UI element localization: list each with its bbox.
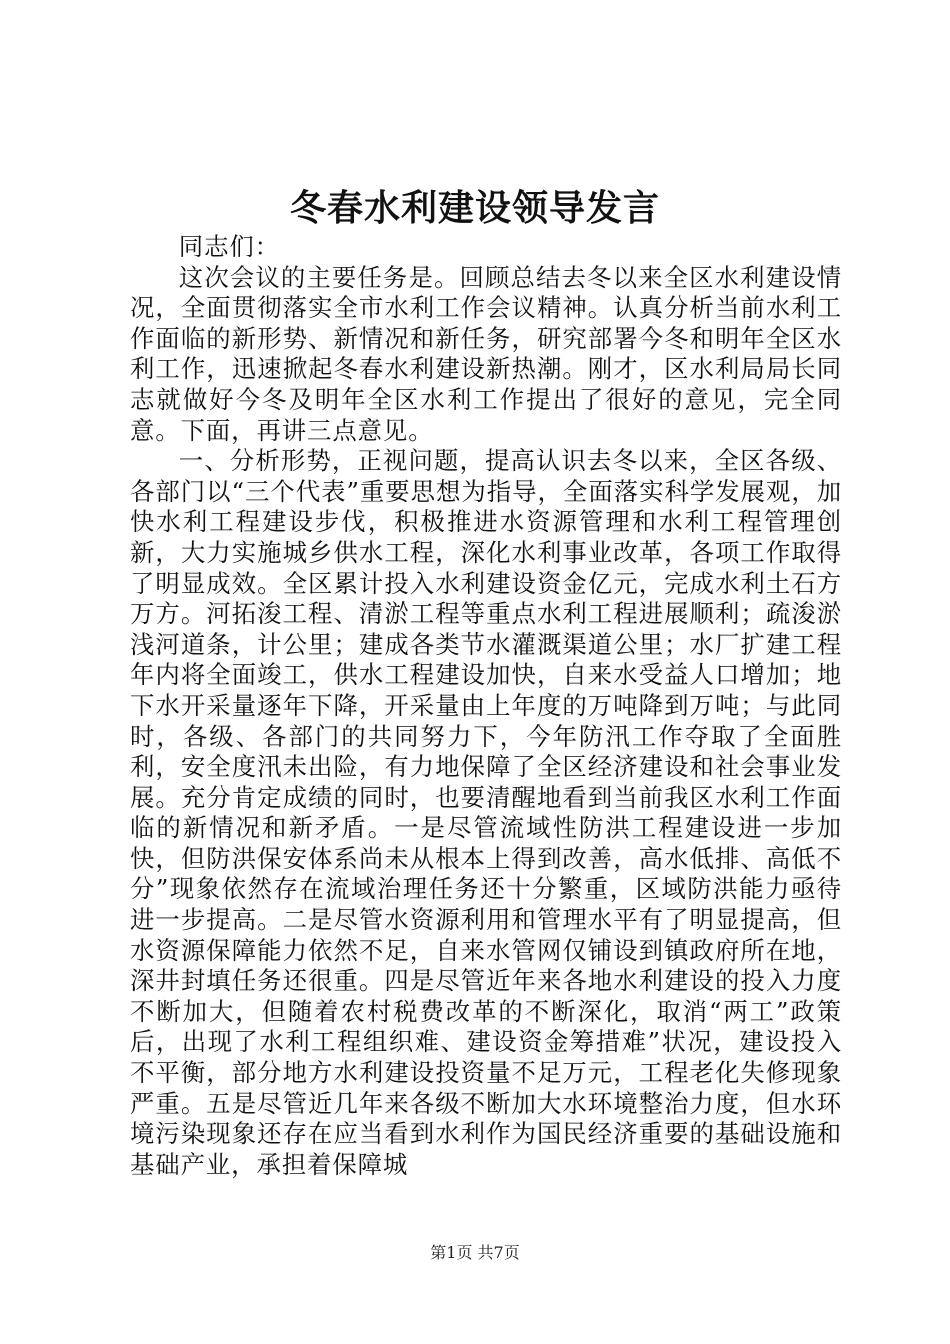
salutation: 同志们： <box>178 232 280 261</box>
paragraph-section-one: 一、分析形势，正视问题，提高认识去冬以来，全区各级、各部门以“三个代表”重要思想为指导，全面落实科学发展观，加快水利工程建设步伐，积极推进水资源管理和水利工程管理创新，大力实施城乡供水工程，深化水利事业改革，各项工作取得了明显成效。全区累计投入水利建设资金亿元，完成水利土石方万方。河拓浚工程、清淤工程等重点水利工程进展顺利；疏浚淤浅河道条，计公里；建成各类节水灌溉渠道公里；水厂扩建工程年内将全面竣工，供水工程建设加快，自来水受益人口增加；地下水开采量逐年下降，开采量由上年度的万吨降到万吨；与此同时，各级、各部门的共同努力下，今年防汛工作夺取了全面胜利，安全度汛未出险，有力地保障了全区经济建设和社会事业发展。充分肯定成绩的同时，也要清醒地看到当前我区水利工作面临的新情况和新矛盾。一是尽管流域性防洪工程建设进一步加快，但防洪保安体系尚未从根本上得到改善，高水低排、高低不分”现象依然存在流域治理任务还十分繁重，区域防洪能力亟待进一步提高。二是尽管水资源利用和管理水平有了明显提高，但水资源保障能力依然不足，自来水管网仅铺设到镇政府所在地，深井封填任务还很重。四是尽管近年来各地水利建设的投入力度不断加大，但随着农村税费改革的不断深化，取消“两工”政策后，出现了水利工程组织难、建设资金筹措难”状况，建设投入不平衡，部分地方水利建设投资量不足万元，工程老化失修现象严重。五是尽管近几年来各级不断加大水环境整治力度，但水环境污染现象还存在应当看到水利作为国民经济重要的基础设施和基础产业，承担着保障城 <box>130 446 842 1179</box>
document-body <box>130 232 842 1180</box>
document-title: 冬春水利建设领导发言 <box>289 187 660 229</box>
page-footer: 第1页 共7页 <box>430 1243 520 1262</box>
paragraph-intro: 这次会议的主要任务是。回顾总结去冬以来全区水利建设情况，全面贯彻落实全市水利工作会议精神。认真分析当前水利工作面临的新形势、新情况和新任务，研究部署今冬和明年全区水利工作，迅速掀起冬春水利建设新热潮。刚才，区水利局局长同志就做好今冬及明年全区水利工作提出了很好的意见，完全同意。下面，再讲三点意见。 <box>130 262 842 445</box>
